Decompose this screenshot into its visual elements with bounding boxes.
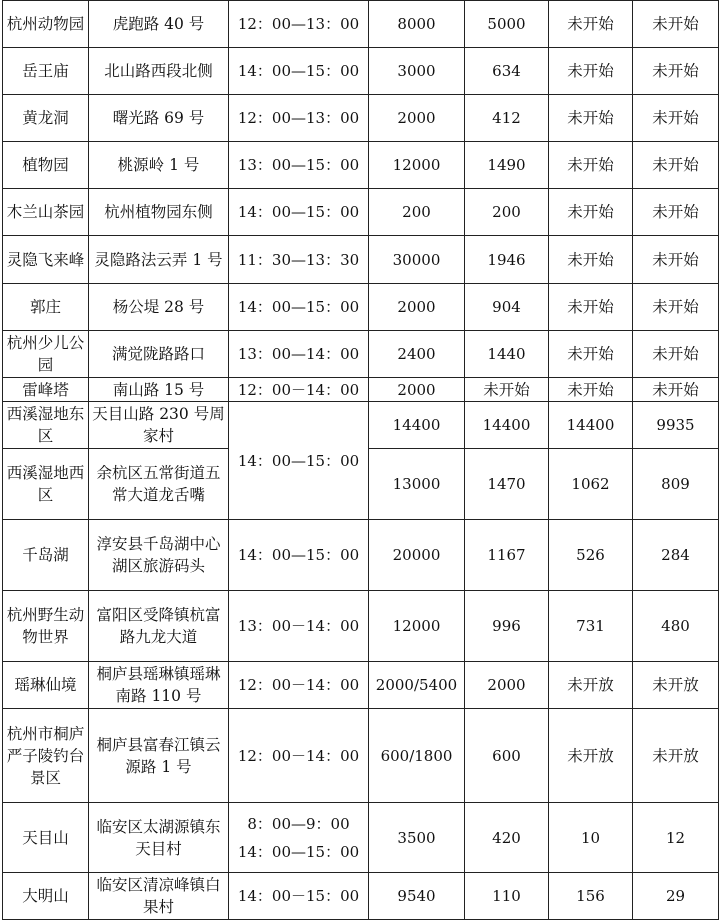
table-row xyxy=(3,142,719,189)
value-cell: 10 xyxy=(549,803,633,873)
status-cell: 未开始 xyxy=(633,189,719,236)
address-cell: 北山路西段北侧 xyxy=(89,48,229,95)
spot-name-cell: 西溪湿地西区 xyxy=(3,449,89,520)
value-cell: 156 xyxy=(549,873,633,920)
time-cell: 12：00－14：00 xyxy=(229,662,369,709)
spot-name-cell: 西溪湿地东区 xyxy=(3,402,89,449)
status-cell: 未开始 xyxy=(633,95,719,142)
table-row xyxy=(3,95,719,142)
value-cell: 200 xyxy=(369,189,465,236)
spot-name-cell: 植物园 xyxy=(3,142,89,189)
time-cell: 13：00—15：00 xyxy=(229,142,369,189)
value-cell: 284 xyxy=(633,520,719,591)
value-cell: 20000 xyxy=(369,520,465,591)
value-cell: 30000 xyxy=(369,236,465,284)
address-cell: 天目山路 230 号周家村 xyxy=(89,402,229,449)
spot-name-cell: 木兰山茶园 xyxy=(3,189,89,236)
table-row xyxy=(3,378,719,402)
time-cell: 14：00－15：00 xyxy=(229,873,369,920)
address-cell: 桐庐县瑶琳镇瑶琳南路 110 号 xyxy=(89,662,229,709)
value-cell: 731 xyxy=(549,591,633,662)
value-cell: 110 xyxy=(465,873,549,920)
value-cell: 420 xyxy=(465,803,549,873)
value-cell: 904 xyxy=(465,284,549,331)
time-cell: 14：00—15：00 xyxy=(229,284,369,331)
address-cell: 淳安县千岛湖中心湖区旅游码头 xyxy=(89,520,229,591)
spot-name-cell: 瑶琳仙境 xyxy=(3,662,89,709)
spot-name-cell: 杭州市桐庐严子陵钓台景区 xyxy=(3,709,89,803)
time-cell: 13：00－14：00 xyxy=(229,591,369,662)
address-cell: 虎跑路 40 号 xyxy=(89,1,229,48)
value-cell: 600/1800 xyxy=(369,709,465,803)
address-cell: 南山路 15 号 xyxy=(89,378,229,402)
spot-name-cell: 岳王庙 xyxy=(3,48,89,95)
table-row xyxy=(3,591,719,662)
table-row xyxy=(3,873,719,920)
value-cell: 200 xyxy=(465,189,549,236)
value-cell: 8000 xyxy=(369,1,465,48)
value-cell: 2000 xyxy=(465,662,549,709)
time-cell: 12：00－14：00 xyxy=(229,709,369,803)
value-cell: 1167 xyxy=(465,520,549,591)
value-cell: 1490 xyxy=(465,142,549,189)
value-cell: 1062 xyxy=(549,449,633,520)
address-cell: 杨公堤 28 号 xyxy=(89,284,229,331)
value-cell: 3000 xyxy=(369,48,465,95)
value-cell: 634 xyxy=(465,48,549,95)
status-cell: 未开始 xyxy=(633,236,719,284)
address-cell: 曙光路 69 号 xyxy=(89,95,229,142)
value-cell: 996 xyxy=(465,591,549,662)
value-cell: 14400 xyxy=(549,402,633,449)
address-cell: 富阳区受降镇杭富路九龙大道 xyxy=(89,591,229,662)
status-cell: 未开始 xyxy=(633,331,719,378)
status-cell: 未开始 xyxy=(633,1,719,48)
status-cell: 未开始 xyxy=(549,142,633,189)
status-cell: 未开始 xyxy=(549,189,633,236)
address-cell: 灵隐路法云弄 1 号 xyxy=(89,236,229,284)
value-cell: 1946 xyxy=(465,236,549,284)
spot-name-cell: 雷峰塔 xyxy=(3,378,89,402)
status-cell: 未开放 xyxy=(633,709,719,803)
scenic-spot-table xyxy=(2,0,719,920)
spot-name-cell: 黄龙洞 xyxy=(3,95,89,142)
value-cell: 14400 xyxy=(465,402,549,449)
value-cell: 480 xyxy=(633,591,719,662)
time-cell: 13：00—14：00 xyxy=(229,331,369,378)
address-cell: 临安区太湖源镇东天目村 xyxy=(89,803,229,873)
value-cell: 9540 xyxy=(369,873,465,920)
spot-name-cell: 杭州动物园 xyxy=(3,1,89,48)
value-cell: 2000 xyxy=(369,378,465,402)
time-cell: 14：00—15：00 xyxy=(229,402,369,520)
status-cell: 未开放 xyxy=(633,662,719,709)
value-cell: 1440 xyxy=(465,331,549,378)
value-cell: 600 xyxy=(465,709,549,803)
table-row xyxy=(3,402,719,449)
value-cell: 未开始 xyxy=(465,378,549,402)
address-cell: 桐庐县富春江镇云源路 1 号 xyxy=(89,709,229,803)
value-cell: 2400 xyxy=(369,331,465,378)
time-cell: 14：00—15：00 xyxy=(229,189,369,236)
time-cell xyxy=(229,803,369,873)
time-cell: 14：00—15：00 xyxy=(229,48,369,95)
address-cell: 满觉陇路路口 xyxy=(89,331,229,378)
table-row xyxy=(3,803,719,873)
status-cell: 未开始 xyxy=(549,1,633,48)
value-cell: 9935 xyxy=(633,402,719,449)
status-cell: 未开始 xyxy=(633,284,719,331)
status-cell: 未开放 xyxy=(549,662,633,709)
status-cell: 未开始 xyxy=(549,378,633,402)
value-cell: 2000 xyxy=(369,95,465,142)
value-cell: 14400 xyxy=(369,402,465,449)
spot-name-cell: 大明山 xyxy=(3,873,89,920)
status-cell: 未开始 xyxy=(633,142,719,189)
address-cell: 桃源岭 1 号 xyxy=(89,142,229,189)
value-cell: 526 xyxy=(549,520,633,591)
time-slot-afternoon: 14：00—15：00 xyxy=(237,842,360,861)
status-cell: 未开始 xyxy=(549,236,633,284)
value-cell: 412 xyxy=(465,95,549,142)
address-cell: 杭州植物园东侧 xyxy=(89,189,229,236)
table-row xyxy=(3,1,719,48)
spot-name-cell: 郭庄 xyxy=(3,284,89,331)
table-row xyxy=(3,331,719,378)
status-cell: 未开始 xyxy=(549,284,633,331)
status-cell: 未开放 xyxy=(549,709,633,803)
table-row xyxy=(3,662,719,709)
status-cell: 未开始 xyxy=(549,95,633,142)
value-cell: 2000 xyxy=(369,284,465,331)
value-cell: 13000 xyxy=(369,449,465,520)
time-cell: 14：00—15：00 xyxy=(229,520,369,591)
value-cell: 2000/5400 xyxy=(369,662,465,709)
spot-name-cell: 千岛湖 xyxy=(3,520,89,591)
value-cell: 29 xyxy=(633,873,719,920)
time-cell: 12：00—13：00 xyxy=(229,1,369,48)
status-cell: 未开始 xyxy=(549,48,633,95)
spot-name-cell: 灵隐飞来峰 xyxy=(3,236,89,284)
value-cell: 5000 xyxy=(465,1,549,48)
table-row xyxy=(3,236,719,284)
time-cell: 12：00－14：00 xyxy=(229,378,369,402)
table-row xyxy=(3,284,719,331)
time-cell: 12：00—13：00 xyxy=(229,95,369,142)
spot-name-cell: 杭州野生动物世界 xyxy=(3,591,89,662)
value-cell: 3500 xyxy=(369,803,465,873)
value-cell: 1470 xyxy=(465,449,549,520)
spot-name-cell: 杭州少儿公园 xyxy=(3,331,89,378)
time-cell: 11：30—13：30 xyxy=(229,236,369,284)
value-cell: 12 xyxy=(633,803,719,873)
time-slot-morning: 8：00—9：00 xyxy=(247,814,350,833)
address-cell: 余杭区五常街道五常大道龙舌嘴 xyxy=(89,449,229,520)
table-row xyxy=(3,520,719,591)
spot-name-cell: 天目山 xyxy=(3,803,89,873)
table-row xyxy=(3,709,719,803)
status-cell: 未开始 xyxy=(633,48,719,95)
value-cell: 12000 xyxy=(369,591,465,662)
value-cell: 12000 xyxy=(369,142,465,189)
status-cell: 未开始 xyxy=(633,378,719,402)
status-cell: 未开始 xyxy=(549,331,633,378)
value-cell: 809 xyxy=(633,449,719,520)
table-row xyxy=(3,48,719,95)
address-cell: 临安区清凉峰镇白果村 xyxy=(89,873,229,920)
table-row xyxy=(3,189,719,236)
